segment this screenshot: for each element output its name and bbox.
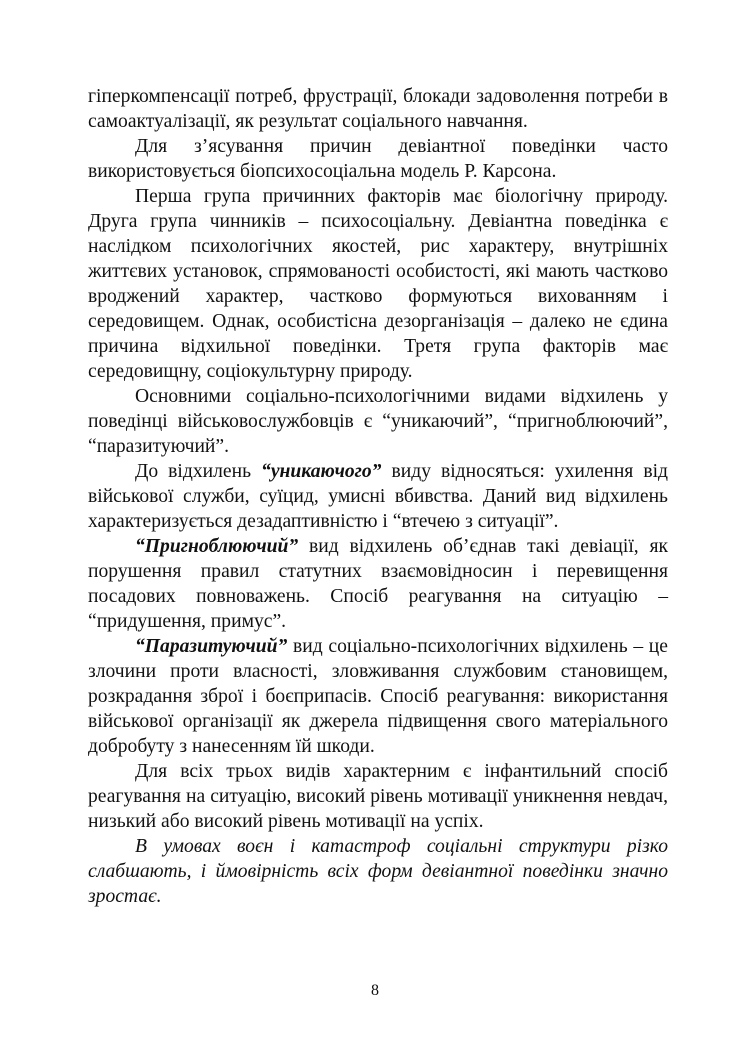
paragraph-5 bbox=[88, 459, 668, 534]
paragraph-5-rest: виду відносяться: ухилення від військової служби, суїцид, умисні вбивства. Даний вид відхилень характеризується дезадаптивністю і “втечею з ситуації”. bbox=[88, 461, 668, 532]
paragraph-5-prefix: До відхилень bbox=[135, 461, 262, 482]
term-pryhnobliuiuchyi: “Пригноблюючий” bbox=[135, 536, 299, 557]
term-parazytuiuchyi: “Паразитуючий” bbox=[135, 636, 288, 657]
paragraph-4: Основними соціально-психологічними видами відхилень у поведінці військовослужбовців є “уникаючий”, “пригноблюючий”, “паразитуючий”. bbox=[88, 386, 668, 457]
paragraph-8: Для всіх трьох видів характерним є інфантильний спосіб реагування на ситуацію, високий рівень мотивації уникнення невдач, низький або високий рівень мотивації на успіх. bbox=[88, 761, 668, 832]
paragraph-6-rest: вид відхилень об’єднав такі девіації, як порушення правил статутних взаємовідносин і перевищення посадових повноважень. Спосіб реагування на ситуацію – “придушення, примус”. bbox=[88, 536, 668, 632]
paragraph-9-italic-conclusion: В умовах воєн і катастроф соціальні структури різко слабшають, і ймовірність всіх форм девіантної поведінки значно зростає. bbox=[88, 836, 668, 907]
paragraph-7 bbox=[88, 634, 668, 759]
paragraph-2: Для з’ясування причин девіантної поведінки часто використовується біопсихосоціальна модель Р. Карсона. bbox=[88, 136, 668, 182]
paragraph-6 bbox=[88, 534, 668, 634]
paragraph-1: гіперкомпенсації потреб, фрустрації, блокади задоволення потреби в самоактуалізації, як результат соціального навчання. bbox=[88, 86, 668, 132]
body-text bbox=[88, 84, 668, 909]
paragraph-7-rest: вид соціально-психологічних відхилень – це злочини проти власності, зловживання службовим становищем, розкрадання зброї і боєприпасів. Спосіб реагування: використання військової організації як джерела підвищення свого матеріального добробуту з нанесенням їй шкоди. bbox=[88, 636, 668, 757]
term-unykaiuchyi: “уникаючого” bbox=[261, 461, 382, 482]
page-number: 8 bbox=[371, 982, 379, 999]
paragraph-3: Перша група причинних факторів має біологічну природу. Друга група чинників – психосоціальну. Девіантна поведінка є наслідком психологічних якостей, рис характеру, внутрішніх життєвих установок, спрямованості особистості, які мають частково вроджений характер, частково формуються вихованням і середовищем. Однак, особистісна дезорганізація – далеко не єдина причина відхильної поведінки. Третя група факторів має середовищну, соціокультурну природу. bbox=[88, 186, 668, 382]
